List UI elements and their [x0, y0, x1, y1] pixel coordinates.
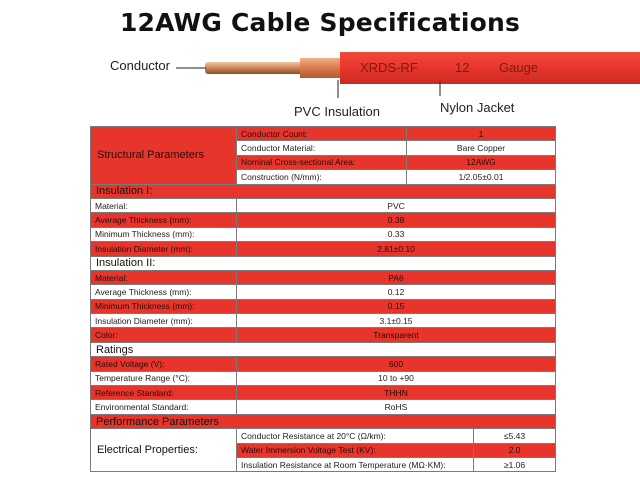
- table-row: [91, 314, 556, 328]
- table-row: [91, 227, 556, 241]
- row-label: Insulation Diameter (mm):: [91, 242, 237, 256]
- table-row: [91, 242, 556, 256]
- table-row: [91, 198, 556, 212]
- row-value: ≤5.43: [474, 429, 556, 443]
- row-label: Rated Voltage (V):: [91, 357, 237, 371]
- row-label: Minimum Thickness (mm):: [91, 299, 237, 313]
- row-label: Conductor Resistance at 20°C (Ω/km):: [237, 429, 474, 443]
- table-row: [91, 386, 556, 400]
- row-label: Water Immersion Voltage Test (KV):: [237, 443, 474, 457]
- nylon-jacket-label: Nylon Jacket: [440, 100, 515, 115]
- table-row: [91, 371, 556, 385]
- row-value: 2.0: [474, 443, 556, 457]
- table-row: [91, 285, 556, 299]
- row-label: Conductor Material:: [237, 141, 407, 155]
- jacket-print-brand: XRDS-RF: [360, 60, 418, 75]
- row-value: 600: [237, 357, 556, 371]
- jacket-print-gauge-number: 12: [455, 60, 470, 75]
- table-row: [91, 127, 556, 141]
- table-row: [91, 357, 556, 371]
- row-label: Environmental Standard:: [91, 400, 237, 414]
- spec-table: [90, 126, 556, 472]
- row-value: Transparent: [237, 328, 556, 342]
- row-value: 10 to +90: [237, 371, 556, 385]
- insulation1-heading: Insulation I:: [91, 184, 556, 198]
- row-value: THHN: [237, 386, 556, 400]
- row-label: Conductor Count:: [237, 127, 407, 141]
- row-label: Insulation Resistance at Room Temperature (MΩ·KM):: [237, 457, 474, 471]
- section-header: [91, 256, 556, 270]
- row-value: 0.38: [237, 213, 556, 227]
- row-label: Material:: [91, 270, 237, 284]
- insulation2-heading: Insulation II:: [91, 256, 556, 270]
- row-label: Construction (N/mm):: [237, 170, 407, 184]
- row-label: Average Thickness (mm):: [91, 285, 237, 299]
- row-value: RoHS: [237, 400, 556, 414]
- conductor-label: Conductor: [110, 58, 170, 73]
- row-value: 0.33: [237, 227, 556, 241]
- copper-conductor: [205, 62, 313, 74]
- page-title: 12AWG Cable Specifications: [119, 8, 521, 37]
- performance-heading: Performance Parameters: [91, 414, 556, 428]
- section-header: [91, 342, 556, 356]
- table-row: [91, 328, 556, 342]
- row-value: PA6: [237, 270, 556, 284]
- row-value: ≥1.06: [474, 457, 556, 471]
- row-value: Bare Copper: [407, 141, 556, 155]
- row-label: Reference Standard:: [91, 386, 237, 400]
- table-row: [91, 270, 556, 284]
- pvc-insulation-label: PVC Insulation: [294, 104, 380, 119]
- electrical-heading: Electrical Properties:: [91, 429, 237, 472]
- row-value: 1/2.05±0.01: [407, 170, 556, 184]
- row-value: 0.12: [237, 285, 556, 299]
- table-row: [91, 213, 556, 227]
- jacket-print-gauge-word: Gauge: [499, 60, 539, 75]
- row-label: Nominal Cross-sectional Area:: [237, 155, 407, 169]
- row-label: Color:: [91, 328, 237, 342]
- row-label: Insulation Diameter (mm):: [91, 314, 237, 328]
- row-value: 3.1±0.15: [237, 314, 556, 328]
- table-row: [91, 299, 556, 313]
- section-header: [91, 414, 556, 428]
- section-header: [91, 184, 556, 198]
- row-label: Minimum Thickness (mm):: [91, 227, 237, 241]
- table-row: [91, 400, 556, 414]
- row-value: 12AWG: [407, 155, 556, 169]
- row-value: 1: [407, 127, 556, 141]
- structural-heading: Structural Parameters: [91, 127, 237, 185]
- row-value: 2.81±0.10: [237, 242, 556, 256]
- row-label: Average Thickness (mm):: [91, 213, 237, 227]
- ratings-heading: Ratings: [91, 342, 556, 356]
- table-row: [91, 429, 556, 443]
- row-label: Material:: [91, 198, 237, 212]
- row-label: Temperature Range (°C):: [91, 371, 237, 385]
- row-value: PVC: [237, 198, 556, 212]
- row-value: 0.15: [237, 299, 556, 313]
